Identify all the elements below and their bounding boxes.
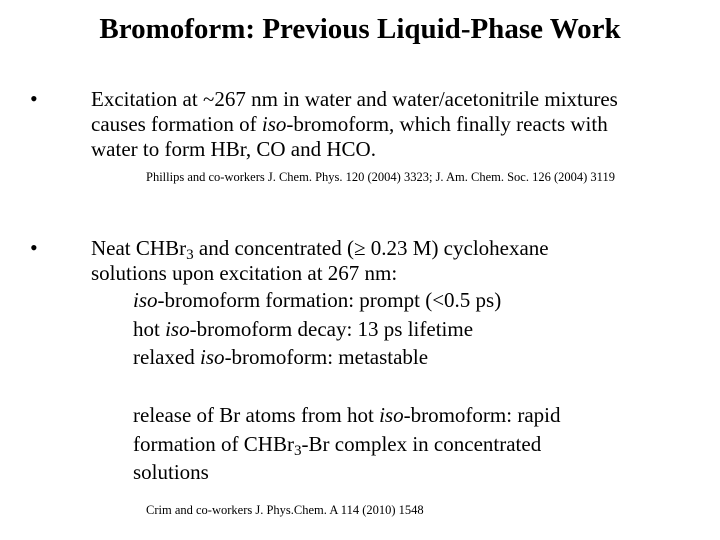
bullet-marker-2: • bbox=[30, 235, 38, 260]
text-segment: -Br complex in concentrated bbox=[301, 432, 542, 456]
italic-segment: iso bbox=[165, 317, 190, 341]
slide-title: Bromoform: Previous Liquid-Phase Work bbox=[99, 13, 621, 45]
subscript: 3 bbox=[293, 443, 302, 460]
bullet1-line1: Excitation at ~267 nm in water and water/acetonitrile mixtures bbox=[91, 87, 618, 111]
bullet2-line8: solutions bbox=[133, 460, 209, 484]
text-segment: formation of CHBr bbox=[133, 432, 294, 456]
italic-segment: iso bbox=[133, 288, 158, 312]
bullet2-line6 bbox=[133, 402, 560, 428]
bullet2-line4 bbox=[133, 316, 473, 342]
text-segment: 0.23 M) cyclohexane bbox=[365, 236, 549, 260]
bullet2-line1 bbox=[91, 235, 549, 264]
text-segment: hot bbox=[133, 317, 166, 341]
bullet2-line5 bbox=[133, 344, 428, 370]
text-segment: -bromoform decay: 13 ps lifetime bbox=[189, 317, 474, 341]
text-segment: causes formation of bbox=[91, 112, 262, 136]
bullet-marker-1: • bbox=[30, 86, 38, 111]
text-segment: -bromoform: metastable bbox=[224, 345, 429, 369]
bullet2-line3 bbox=[133, 287, 501, 313]
bullet1-line3: water to form HBr, CO and HCO. bbox=[91, 137, 376, 161]
reference-1: Phillips and co-workers J. Chem. Phys. 120 (2004) 3323; J. Am. Chem. Soc. 126 (2004) 3119 bbox=[146, 170, 615, 184]
italic-segment: iso bbox=[261, 112, 287, 136]
text-segment: -bromoform formation: prompt (<0.5 ps) bbox=[157, 288, 502, 312]
bullet2-line7 bbox=[133, 431, 542, 460]
bullet1-line2 bbox=[91, 111, 608, 137]
greater-equal-symbol: ≥ bbox=[353, 236, 366, 260]
text-segment: and concentrated ( bbox=[193, 236, 354, 260]
reference-2: Crim and co-workers J. Phys.Chem. A 114 (2010) 1548 bbox=[146, 503, 424, 517]
bullet2-line2: solutions upon excitation at 267 nm: bbox=[91, 261, 398, 285]
subscript: 3 bbox=[186, 247, 194, 264]
text-segment: Neat CHBr bbox=[91, 236, 187, 260]
text-segment: -bromoform, which finally reacts with bbox=[286, 112, 608, 136]
text-segment: relaxed bbox=[133, 345, 201, 369]
italic-segment: iso bbox=[200, 345, 225, 369]
text-segment: release of Br atoms from hot bbox=[133, 403, 380, 427]
text-segment: -bromoform: rapid bbox=[403, 403, 561, 427]
italic-segment: iso bbox=[379, 403, 404, 427]
